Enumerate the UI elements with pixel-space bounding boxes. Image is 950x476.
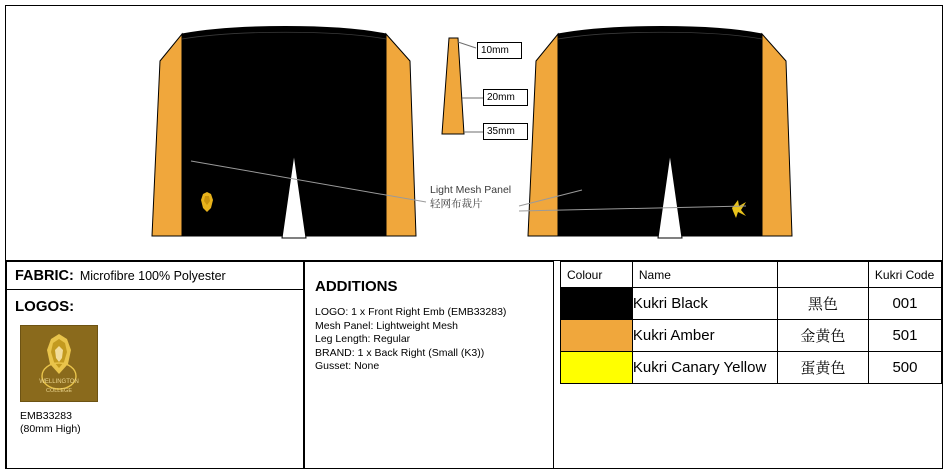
logo-code: EMB33283	[20, 410, 72, 422]
colour-name-cn: 蛋黄色	[777, 352, 868, 384]
colour-table-header-row	[561, 262, 942, 288]
callout-10mm: 10mm	[477, 42, 522, 59]
shorts-illustration	[6, 6, 942, 260]
additions-list	[315, 306, 506, 374]
addition-item: BRAND: 1 x Back Right (Small (K3))	[315, 346, 485, 359]
header-name: Name	[632, 262, 777, 288]
mesh-panel-label-cn: 轻网布裁片	[430, 198, 483, 210]
logo-artwork	[20, 325, 98, 402]
mesh-panel-label-en: Light Mesh Panel	[430, 184, 512, 196]
crest-text-top: WELLINGTON	[39, 379, 79, 385]
logos-title: LOGOS:	[15, 298, 75, 315]
table-row	[561, 288, 942, 320]
colour-swatch-black	[561, 288, 633, 320]
fabric-logos-panel	[6, 261, 304, 469]
illustration-area	[6, 6, 942, 260]
colour-name: Kukri Canary Yellow	[632, 352, 777, 384]
colour-name-cn: 金黄色	[777, 320, 868, 352]
additions-title: ADDITIONS	[315, 278, 398, 295]
spec-panels	[6, 261, 942, 469]
colour-table	[560, 261, 942, 384]
header-kukri-code: Kukri Code	[868, 262, 941, 288]
colour-name: Kukri Black	[632, 288, 777, 320]
addition-item: Leg Length: Regular	[315, 333, 411, 345]
taper-detail-piece	[442, 38, 464, 134]
table-row	[561, 352, 942, 384]
addition-item: LOGO: 1 x Front Right Emb (EMB33283)	[315, 306, 507, 318]
fabric-row	[7, 262, 303, 290]
addition-item: Gusset: None	[315, 360, 380, 372]
wellington-college-crest-icon	[21, 326, 97, 401]
colour-swatch-amber	[561, 320, 633, 352]
colour-swatch-canary-yellow	[561, 352, 633, 384]
front-shorts	[152, 27, 416, 239]
back-shorts	[528, 27, 792, 239]
colour-name: Kukri Amber	[632, 320, 777, 352]
logo-code-block	[20, 410, 81, 436]
header-name-cn	[777, 262, 868, 288]
colour-code: 500	[868, 352, 941, 384]
callout-35mm: 35mm	[483, 123, 528, 140]
additions-panel	[304, 261, 554, 469]
addition-item: Mesh Panel: Lightweight Mesh	[315, 319, 458, 332]
colour-name-cn: 黑色	[777, 288, 868, 320]
fabric-label: FABRIC:	[15, 267, 74, 284]
colour-table-wrap	[560, 261, 942, 405]
crest-text-bottom: COLLEGE	[46, 388, 72, 394]
table-row	[561, 320, 942, 352]
header-colour: Colour	[561, 262, 633, 288]
colour-code: 501	[868, 320, 941, 352]
logo-size: (80mm High)	[20, 423, 81, 435]
mesh-panel-label	[430, 183, 540, 211]
callout-20mm: 20mm	[483, 89, 528, 106]
colour-code: 001	[868, 288, 941, 320]
fabric-value: Microfibre 100% Polyester	[79, 268, 226, 283]
